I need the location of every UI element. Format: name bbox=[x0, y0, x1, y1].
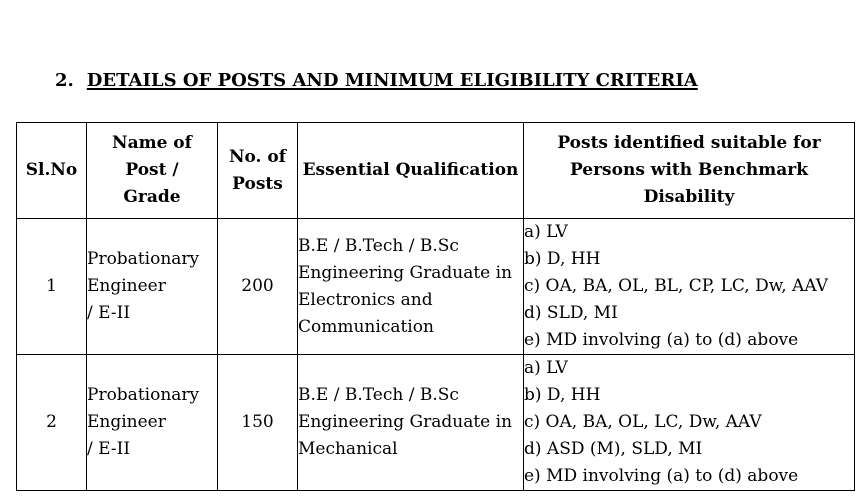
cell-disability-line: b) D, HH bbox=[524, 385, 601, 405]
cell-disability-line: b) D, HH bbox=[524, 249, 601, 269]
header-qualification: Essential Qualification bbox=[298, 123, 524, 219]
cell-disability-line: a) LV bbox=[524, 222, 568, 242]
header-post-name-line: Name of bbox=[112, 133, 192, 153]
cell-qualification-line: Communication bbox=[298, 316, 434, 337]
cell-disability-line: c) OA, BA, OL, LC, Dw, AAV bbox=[524, 412, 762, 432]
cell-no-of-posts: 150 bbox=[218, 355, 298, 491]
cell-no-of-posts: 200 bbox=[218, 219, 298, 355]
header-disability-line: Posts identified suitable for bbox=[557, 133, 821, 153]
header-disability-line: Disability bbox=[643, 187, 735, 207]
header-no-of-posts-line: No. of bbox=[228, 146, 287, 167]
table-header-row bbox=[17, 123, 855, 219]
cell-post-name-line: Probationary bbox=[87, 385, 200, 405]
cell-disability bbox=[524, 219, 855, 355]
table-row bbox=[17, 219, 855, 355]
cell-post-name-line: Probationary bbox=[87, 249, 200, 269]
cell-qualification-line: B.E / B.Tech / B.Sc bbox=[298, 235, 459, 256]
section-title: DETAILS OF POSTS AND MINIMUM ELIGIBILITY CRITERIA bbox=[86, 70, 698, 91]
cell-qualification-line: B.E / B.Tech / B.Sc bbox=[298, 385, 459, 405]
section-heading bbox=[55, 70, 698, 91]
cell-post-name-line: / E-II bbox=[87, 439, 131, 459]
cell-disability-line: d) ASD (M), SLD, MI bbox=[524, 439, 703, 459]
cell-qualification bbox=[298, 219, 524, 355]
cell-qualification bbox=[298, 355, 524, 491]
cell-slno: 2 bbox=[17, 355, 87, 491]
cell-post-name bbox=[87, 355, 218, 491]
cell-disability-line: e) MD involving (a) to (d) above bbox=[524, 330, 799, 350]
cell-disability-line: a) LV bbox=[524, 358, 568, 378]
cell-disability bbox=[524, 355, 855, 491]
header-post-name-line: Post / bbox=[125, 160, 179, 180]
cell-qualification-line: Electronics and bbox=[298, 289, 433, 310]
cell-disability-line: d) SLD, MI bbox=[524, 303, 618, 323]
cell-qualification-line: Engineering Graduate in bbox=[298, 412, 513, 432]
cell-post-name-line: Engineer bbox=[87, 276, 166, 296]
posts-eligibility-table bbox=[16, 122, 855, 491]
cell-disability-line: e) MD involving (a) to (d) above bbox=[524, 466, 799, 486]
table-row bbox=[17, 355, 855, 491]
cell-post-name-line: / E-II bbox=[87, 303, 131, 323]
header-no-of-posts bbox=[218, 123, 298, 219]
cell-slno: 1 bbox=[17, 219, 87, 355]
header-disability-line: Persons with Benchmark bbox=[569, 160, 809, 180]
header-no-of-posts-line: Posts bbox=[232, 173, 283, 194]
cell-qualification-line: Mechanical bbox=[298, 439, 398, 459]
section-number: 2. bbox=[55, 70, 74, 91]
cell-post-name-line: Engineer bbox=[87, 412, 166, 432]
cell-post-name bbox=[87, 219, 218, 355]
header-post-name-line: Grade bbox=[123, 187, 181, 207]
header-post-name bbox=[87, 123, 218, 219]
cell-disability-line: c) OA, BA, OL, BL, CP, LC, Dw, AAV bbox=[524, 276, 829, 296]
header-slno: Sl.No bbox=[17, 123, 87, 219]
header-disability bbox=[524, 123, 855, 219]
cell-qualification-line: Engineering Graduate in bbox=[298, 262, 513, 283]
